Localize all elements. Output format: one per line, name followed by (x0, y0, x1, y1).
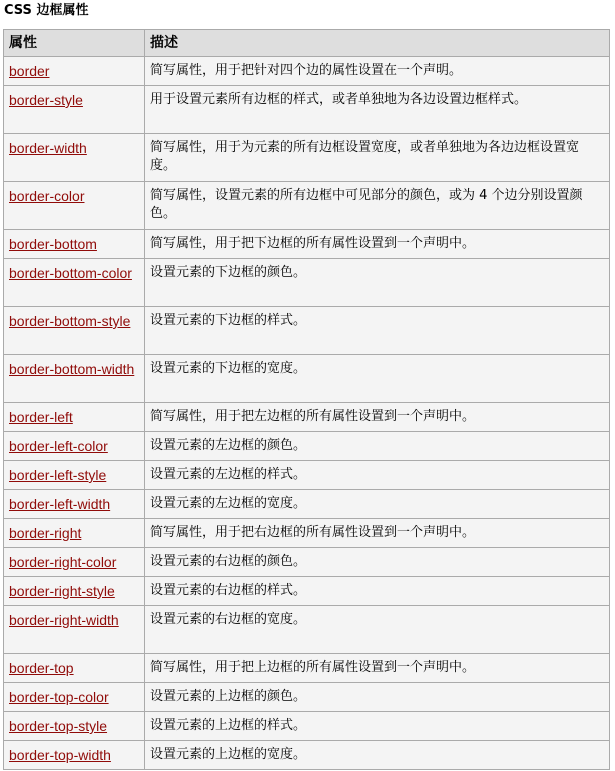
property-cell (4, 548, 145, 577)
table-row (4, 606, 610, 654)
property-cell (4, 182, 145, 230)
description-cell: 用于设置元素所有边框的样式，或者单独地为各边设置边框样式。 (145, 86, 610, 134)
property-link[interactable]: border-bottom-style (9, 313, 131, 329)
description-cell: 简写属性，用于把针对四个边的属性设置在一个声明。 (145, 57, 610, 86)
property-cell (4, 259, 145, 307)
table-row (4, 432, 610, 461)
table-row (4, 259, 610, 307)
description-cell: 设置元素的左边框的宽度。 (145, 490, 610, 519)
property-link[interactable]: border-bottom-color (9, 265, 132, 281)
property-cell (4, 461, 145, 490)
table-row (4, 86, 610, 134)
column-header-description: 描述 (145, 30, 610, 57)
table-row (4, 519, 610, 548)
description-cell: 简写属性，用于把右边框的所有属性设置到一个声明中。 (145, 519, 610, 548)
table-row (4, 683, 610, 712)
property-link[interactable]: border-style (9, 92, 83, 108)
property-cell (4, 355, 145, 403)
description-cell: 简写属性，用于把左边框的所有属性设置到一个声明中。 (145, 403, 610, 432)
description-cell: 设置元素的右边框的样式。 (145, 577, 610, 606)
property-cell (4, 490, 145, 519)
table-row (4, 307, 610, 355)
description-cell: 设置元素的右边框的宽度。 (145, 606, 610, 654)
table-row (4, 577, 610, 606)
table-row (4, 741, 610, 770)
table-row (4, 548, 610, 577)
property-link[interactable]: border-top (9, 660, 74, 676)
css-border-properties-table (3, 29, 610, 770)
description-cell: 设置元素的上边框的颜色。 (145, 683, 610, 712)
property-cell (4, 432, 145, 461)
property-cell (4, 654, 145, 683)
page-title: CSS 边框属性 (4, 3, 89, 18)
table-row (4, 57, 610, 86)
property-cell (4, 86, 145, 134)
property-link[interactable]: border-bottom-width (9, 361, 135, 377)
description-cell: 设置元素的左边框的样式。 (145, 461, 610, 490)
property-link[interactable]: border-top-style (9, 718, 108, 734)
property-cell (4, 230, 145, 259)
property-link[interactable]: border-top-color (9, 689, 109, 705)
column-header-property: 属性 (4, 30, 145, 57)
property-link[interactable]: border-left-style (9, 467, 107, 483)
property-link[interactable]: border-right-width (9, 612, 119, 628)
table-row (4, 403, 610, 432)
property-link[interactable]: border-right-style (9, 583, 115, 599)
description-cell: 设置元素的右边框的颜色。 (145, 548, 610, 577)
table-row (4, 230, 610, 259)
property-cell (4, 519, 145, 548)
property-link[interactable]: border-bottom (9, 236, 97, 252)
property-link[interactable]: border-width (9, 140, 87, 156)
property-cell (4, 741, 145, 770)
property-link[interactable]: border-top-width (9, 747, 111, 763)
property-link[interactable]: border-right-color (9, 554, 117, 570)
property-link[interactable]: border-left (9, 409, 73, 425)
description-cell: 设置元素的下边框的宽度。 (145, 355, 610, 403)
table-row (4, 654, 610, 683)
table-row (4, 355, 610, 403)
description-cell: 设置元素的左边框的颜色。 (145, 432, 610, 461)
property-link[interactable]: border (9, 63, 50, 79)
description-cell: 设置元素的下边框的样式。 (145, 307, 610, 355)
property-cell (4, 403, 145, 432)
property-link[interactable]: border-right (9, 525, 82, 541)
table-row (4, 490, 610, 519)
description-cell: 简写属性，设置元素的所有边框中可见部分的颜色，或为 4 个边分别设置颜色。 (145, 182, 610, 230)
description-cell: 简写属性，用于为元素的所有边框设置宽度，或者单独地为各边边框设置宽度。 (145, 134, 610, 182)
property-cell (4, 683, 145, 712)
property-cell (4, 577, 145, 606)
description-cell: 简写属性，用于把下边框的所有属性设置到一个声明中。 (145, 230, 610, 259)
description-cell: 简写属性，用于把上边框的所有属性设置到一个声明中。 (145, 654, 610, 683)
property-cell (4, 134, 145, 182)
property-link[interactable]: border-left-width (9, 496, 111, 512)
description-cell: 设置元素的下边框的颜色。 (145, 259, 610, 307)
table-header-row (4, 30, 610, 57)
property-cell (4, 712, 145, 741)
property-link[interactable]: border-left-color (9, 438, 108, 454)
table-row (4, 134, 610, 182)
table-row (4, 461, 610, 490)
description-cell: 设置元素的上边框的样式。 (145, 712, 610, 741)
description-cell: 设置元素的上边框的宽度。 (145, 741, 610, 770)
property-cell (4, 57, 145, 86)
table-row (4, 182, 610, 230)
property-link[interactable]: border-color (9, 188, 85, 204)
property-cell (4, 307, 145, 355)
table-row (4, 712, 610, 741)
property-cell (4, 606, 145, 654)
